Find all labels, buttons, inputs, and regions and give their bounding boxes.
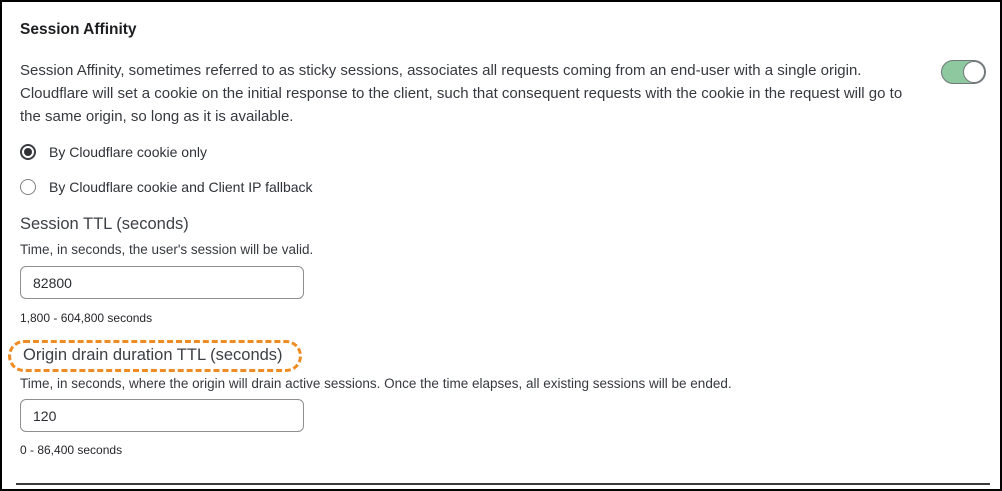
- section-divider: [16, 483, 990, 485]
- radio-label: By Cloudflare cookie and Client IP fallback: [49, 179, 313, 195]
- origin-drain-ttl-input[interactable]: [20, 399, 304, 432]
- radio-unselected-icon: [20, 179, 36, 195]
- affinity-mode-radio-group: [20, 144, 986, 195]
- radio-label: By Cloudflare cookie only: [49, 144, 207, 160]
- description-row: [20, 59, 986, 128]
- session-ttl-range: 1,800 - 604,800 seconds: [20, 311, 153, 325]
- radio-selected-icon: [20, 144, 36, 160]
- panel-title: Session Affinity: [20, 21, 137, 38]
- origin-drain-ttl-help: Time, in seconds, where the origin will drain active sessions. Once the time elapses, all existing sessions will be ended.: [20, 376, 732, 391]
- origin-drain-ttl-range: 0 - 86,400 seconds: [20, 443, 123, 457]
- session-ttl-help: Time, in seconds, the user's session will be valid.: [20, 242, 314, 257]
- radio-cookie-and-client-ip-fallback[interactable]: [20, 179, 986, 195]
- origin-drain-ttl-label: Origin drain duration TTL (seconds): [23, 346, 283, 364]
- origin-drain-label-row: [20, 340, 986, 372]
- session-ttl-input[interactable]: [20, 266, 304, 299]
- panel-description: Session Affinity, sometimes referred to as sticky sessions, associates all requests coming from an end-user with a single origin. Cloudflare will set a cookie on the initial response to the client, such that consequent requests with the cookie in the request will go to the same origin, so long as it is available.: [20, 62, 903, 125]
- session-affinity-toggle[interactable]: [941, 60, 986, 84]
- toggle-knob-icon: [963, 61, 985, 83]
- session-ttl-label: Session TTL (seconds): [20, 215, 189, 233]
- annotation-dashed-highlight: [8, 340, 302, 372]
- radio-cloudflare-cookie-only[interactable]: [20, 144, 986, 160]
- session-affinity-panel: [2, 2, 1000, 489]
